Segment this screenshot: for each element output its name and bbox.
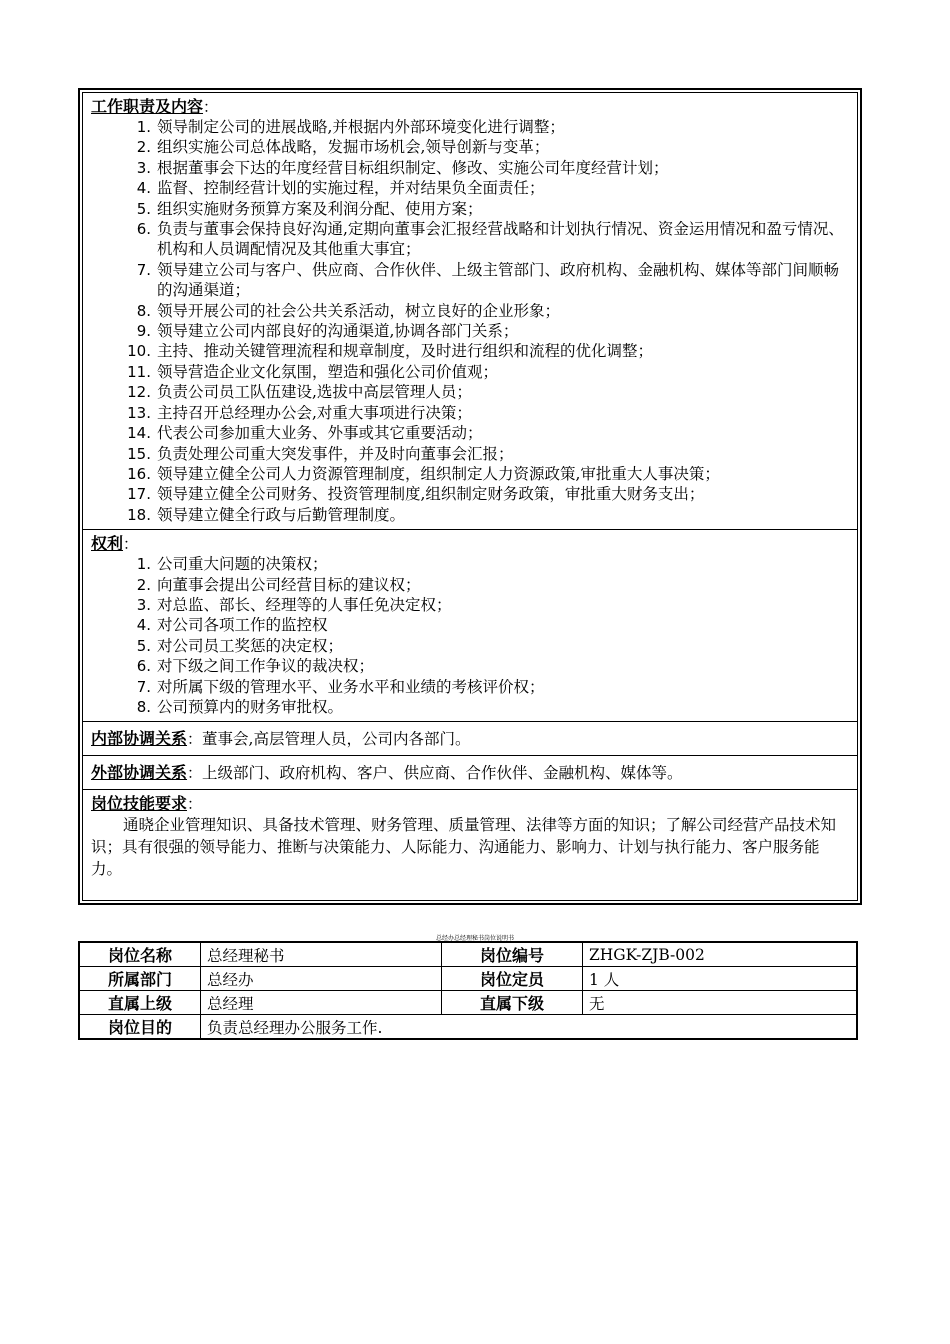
- external-colon: ：: [187, 764, 203, 783]
- duties-item-number: 18.: [127, 505, 151, 524]
- superior-label: 直属上级: [79, 991, 201, 1015]
- duties-list: [91, 117, 849, 525]
- rights-section: [83, 530, 857, 722]
- subordinate-value: 无: [583, 991, 858, 1015]
- rights-item-number: 8.: [136, 697, 151, 716]
- internal-coordination: [83, 722, 857, 756]
- rights-item: [91, 677, 849, 697]
- duties-item-text: 领导建立健全公司财务、投资管理制度,组织制定财务政策，审批重大财务支出；: [157, 485, 705, 504]
- duties-colon: ：: [203, 98, 219, 116]
- purpose-value: 负责总经理办公服务工作.: [201, 1015, 858, 1040]
- rights-item-number: 6.: [136, 657, 151, 676]
- duties-item: [91, 199, 849, 219]
- rights-item-text: 向董事会提出公司经营目标的建议权；: [157, 575, 421, 594]
- duties-item-number: 15.: [127, 444, 151, 463]
- duties-item-text: 主持、推动关键管理流程和规章制度，及时进行组织和流程的优化调整；: [157, 342, 654, 361]
- duties-item-text: 组织实施公司总体战略，发掘市场机会,领导创新与变革；: [157, 138, 550, 157]
- rights-heading: 权利: [91, 534, 124, 554]
- rights-item-number: 4.: [136, 616, 151, 635]
- rights-colon: ：: [123, 535, 139, 554]
- duties-item-number: 12.: [127, 383, 151, 402]
- duties-item: [91, 158, 849, 178]
- duties-item-text: 主持召开总经理办公会,对重大事项进行决策；: [157, 403, 472, 422]
- duties-item-text: 领导建立健全行政与后勤管理制度。: [157, 505, 406, 524]
- table-row: [79, 991, 857, 1015]
- code-label: 岗位编号: [442, 942, 583, 967]
- rights-item: [91, 636, 849, 656]
- rights-item-text: 对公司员工奖惩的决定权；: [157, 636, 344, 655]
- rights-item-text: 对下级之间工作争议的裁决权；: [157, 657, 375, 676]
- rights-list: [91, 554, 849, 717]
- duties-item: [91, 444, 849, 464]
- duties-item: [91, 321, 849, 341]
- skills-text: 通晓企业管理知识、具备技术管理、财务管理、质量管理、法律等方面的知识；了解公司经营产品技术知识；具有很强的领导能力、推断与决策能力、人际能力、沟通能力、影响力、计划与执行能力、客户服务能力。: [91, 816, 837, 879]
- duties-item-number: 1.: [136, 118, 151, 136]
- duties-item-number: 16.: [127, 464, 151, 483]
- duties-item-number: 4.: [136, 179, 151, 198]
- rights-item: [91, 656, 849, 676]
- external-heading: 外部协调关系: [91, 763, 188, 783]
- duties-item-text: 根据董事会下达的年度经营目标组织制定、修改、实施公司年度经营计划；: [157, 158, 669, 177]
- rights-item: [91, 575, 849, 595]
- duties-item: [91, 341, 849, 361]
- document-title: 总经办总经理秘书岗位说明书: [435, 935, 514, 942]
- duties-item-number: 3.: [136, 158, 151, 177]
- duties-item-text: 组织实施财务预算方案及利润分配、使用方案；: [157, 199, 483, 218]
- duties-item-number: 13.: [127, 403, 151, 422]
- subordinate-label: 直属下级: [442, 991, 583, 1015]
- rights-item-number: 7.: [136, 677, 151, 696]
- skills-section: [83, 790, 857, 900]
- name-label: 岗位名称: [79, 942, 201, 967]
- duties-item-text: 领导开展公司的社会公共关系活动，树立良好的企业形象；: [157, 301, 561, 320]
- rights-item-text: 对总监、部长、经理等的人事任免决定权；: [157, 595, 452, 614]
- duties-item: [91, 117, 849, 137]
- duties-item-number: 9.: [136, 322, 151, 341]
- duties-item: [91, 178, 849, 198]
- duties-item-text: 代表公司参加重大业务、外事或其它重要活动；: [157, 424, 483, 443]
- rights-item-text: 公司重大问题的决策权；: [157, 555, 328, 574]
- superior-value: 总经理: [201, 991, 442, 1015]
- duties-item: [91, 219, 849, 260]
- duties-item-text: 监督、控制经营计划的实施过程，并对结果负全面责任；: [157, 179, 545, 198]
- table-row: [79, 1015, 857, 1040]
- duties-section: [83, 93, 857, 530]
- table-row: [79, 967, 857, 991]
- duties-item-text: 领导建立公司与客户、供应商、合作伙伴、上级主管部门、政府机构、金融机构、媒体等部门间顺畅的沟通渠道；: [157, 260, 840, 300]
- duties-item: [91, 362, 849, 382]
- job-description-continuation: [78, 88, 862, 905]
- rights-item-number: 1.: [136, 555, 151, 574]
- rights-item-number: 5.: [136, 636, 151, 655]
- duties-item-number: 14.: [127, 424, 151, 443]
- duties-item-number: 10.: [127, 342, 151, 361]
- duties-item: [91, 423, 849, 443]
- external-coordination: [83, 756, 857, 790]
- duties-item-number: 8.: [136, 301, 151, 320]
- duties-item-text: 负责公司员工队伍建设,选拔中高层管理人员；: [157, 383, 472, 402]
- duties-item: [91, 464, 849, 484]
- quota-value: 1 人: [583, 967, 858, 991]
- dept-label: 所属部门: [79, 967, 201, 991]
- skills-heading: 岗位技能要求: [91, 794, 188, 814]
- duties-item-number: 6.: [136, 220, 151, 239]
- duties-item-number: 5.: [136, 199, 151, 218]
- internal-colon: ：: [187, 730, 203, 749]
- position-info-table: [78, 941, 858, 1040]
- duties-item-number: 17.: [127, 485, 151, 504]
- rights-item-text: 对公司各项工作的监控权: [157, 616, 328, 635]
- duties-item: [91, 484, 849, 504]
- duties-item: [91, 505, 849, 525]
- rights-item-text: 公司预算内的财务审批权。: [157, 697, 344, 716]
- duties-item-text: 领导制定公司的进展战略,并根据内外部环境变化进行调整；: [157, 118, 565, 136]
- skills-colon: ：: [187, 795, 203, 814]
- quota-label: 岗位定员: [442, 967, 583, 991]
- purpose-label: 岗位目的: [79, 1015, 201, 1040]
- rights-item: [91, 595, 849, 615]
- rights-item-number: 3.: [136, 595, 151, 614]
- duties-item-text: 领导建立公司内部良好的沟通渠道,协调各部门关系；: [157, 322, 519, 341]
- duties-item: [91, 301, 849, 321]
- duties-item: [91, 382, 849, 402]
- duties-item: [91, 260, 849, 301]
- internal-heading: 内部协调关系: [91, 729, 188, 749]
- rights-item: [91, 615, 849, 635]
- rights-item: [91, 697, 849, 717]
- code-value: ZHGK-ZJB-002: [583, 942, 858, 967]
- duties-item-number: 7.: [136, 260, 151, 279]
- duties-item-number: 11.: [127, 362, 151, 381]
- duties-item-number: 2.: [136, 138, 151, 157]
- duties-heading: 工作职责及内容: [91, 97, 204, 116]
- duties-item-text: 领导营造企业文化氛围，塑造和强化公司价值观；: [157, 362, 499, 381]
- duties-item: [91, 137, 849, 157]
- rights-item-text: 对所属下级的管理水平、业务水平和业绩的考核评价权；: [157, 677, 545, 696]
- duties-item-text: 负责与董事会保持良好沟通,定期向董事会汇报经营战略和计划执行情况、资金运用情况和盈亏情况、机构和人员调配情况及其他重大事宜；: [157, 220, 844, 259]
- rights-item: [91, 554, 849, 574]
- duties-item-text: 负责处理公司重大突发事件，并及时向董事会汇报；: [157, 444, 514, 463]
- name-value: 总经理秘书: [201, 942, 442, 967]
- table-row: [79, 942, 857, 967]
- external-text: 上级部门、政府机构、客户、供应商、合作伙伴、金融机构、媒体等。: [202, 764, 683, 783]
- duties-item: [91, 403, 849, 423]
- dept-value: 总经办: [201, 967, 442, 991]
- rights-item-number: 2.: [136, 575, 151, 594]
- duties-item-text: 领导建立健全公司人力资源管理制度，组织制定人力资源政策,审批重大人事决策；: [157, 464, 720, 483]
- internal-text: 董事会,高层管理人员，公司内各部门。: [202, 730, 471, 749]
